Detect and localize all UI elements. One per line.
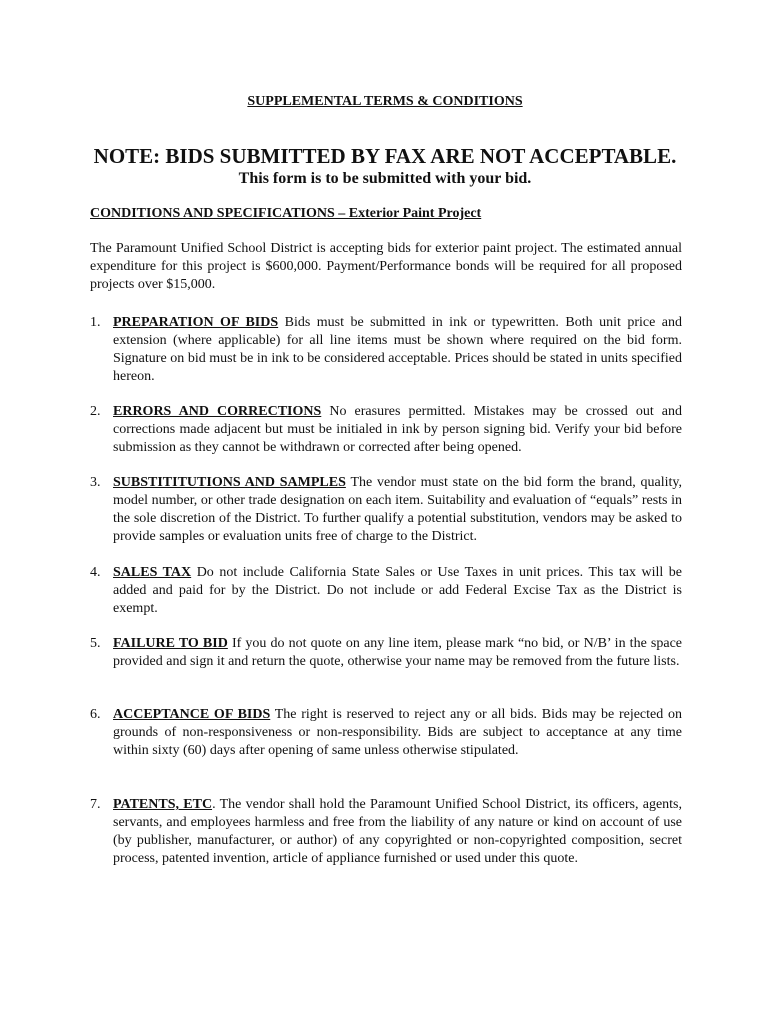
item-heading: ERRORS AND CORRECTIONS	[113, 404, 322, 419]
item-body	[113, 403, 682, 457]
item-body	[113, 564, 682, 618]
item-number: 7.	[90, 797, 101, 812]
condition-item-sales-tax	[90, 564, 682, 618]
item-number: 1.	[90, 315, 101, 330]
item-body	[113, 706, 682, 760]
supplemental-terms-title: SUPPLEMENTAL TERMS & CONDITIONS	[247, 94, 523, 109]
item-text: No erasures permitted. Mistakes may be crossed out and corrections made adjacent but must be initialed in ink by person signing bid. Verify your bid before submission as they cannot be withdrawn or corrected after being opened.	[113, 404, 682, 455]
item-heading: SALES TAX	[113, 565, 192, 580]
condition-item-substitutions	[90, 474, 682, 546]
intro-paragraph: The Paramount Unified School District is accepting bids for exterior paint project. The estimated annual expenditure for this project is $600,000. Payment/Performance bonds will be required for all proposed projects over $15,000.	[90, 241, 682, 292]
item-text: If you do not quote on any line item, please mark “no bid, or N/B’ in the space provided and sign it and return the quote, otherwise your name may be removed from the future lists.	[113, 636, 683, 669]
item-text: The vendor shall hold the Paramount Unified School District, its officers, agents, servants, and employees harmless and free from the liability of any nature or kind on account of use (by publisher, manufacturer, or author) of any copyrighted or non-copyrighted composition, secret process, patented invention, article of appliance furnished or used under this quote.	[113, 797, 683, 866]
item-heading: ACCEPTANCE OF BIDS	[113, 707, 271, 722]
item-number: 6.	[90, 707, 101, 722]
item-text: The right is reserved to reject any or all bids. Bids may be rejected on grounds of non-responsiveness or non-responsibility. Bids are subject to acceptance at any time within sixty (60) days after opening of same unless otherwise stipulated.	[113, 707, 682, 758]
item-number: 3.	[90, 475, 101, 490]
condition-item-acceptance	[90, 706, 682, 760]
condition-item-failure-to-bid	[90, 635, 682, 671]
fax-note: NOTE: BIDS SUBMITTED BY FAX ARE NOT ACCEPTABLE.	[93, 144, 677, 168]
item-heading: FAILURE TO BID	[113, 636, 228, 651]
item-heading: PREPARATION OF BIDS	[113, 315, 279, 330]
item-heading: PATENTS, ETC	[113, 797, 213, 812]
item-number: 5.	[90, 636, 101, 651]
item-body	[113, 796, 682, 868]
condition-item-patents	[90, 796, 682, 868]
item-number: 2.	[90, 404, 101, 419]
item-body	[113, 314, 682, 386]
conditions-section-title: CONDITIONS AND SPECIFICATIONS – Exterior Paint Project	[90, 206, 482, 221]
submission-subnote: This form is to be submitted with your bid.	[238, 170, 532, 187]
item-heading: SUBSTITITUTIONS AND SAMPLES	[113, 475, 346, 490]
item-separator: .	[212, 797, 220, 812]
condition-item-errors	[90, 403, 682, 457]
item-number: 4.	[90, 565, 101, 580]
condition-item-preparation	[90, 314, 682, 386]
item-text: Bids must be submitted in ink or typewritten. Both unit price and extension (where applicable) for all line items must be shown where required on the bid form. Signature on bid must be in ink to be considered acceptable. Prices should be stated in units specified hereon.	[113, 315, 682, 384]
item-text: The vendor must state on the bid form the brand, quality, model number, or other trade designation on each item. Suitability and evaluation of “equals” rests in the sole discretion of the District. To further qualify a potential substitution, vendors may be asked to provide samples or evaluation units free of charge to the District.	[113, 475, 683, 544]
item-text: Do not include California State Sales or Use Taxes in unit prices. This tax will be added and paid for by the District. Do not include or add Federal Excise Tax as the District is exempt.	[113, 565, 683, 616]
item-body	[113, 474, 682, 546]
item-body	[113, 635, 682, 671]
